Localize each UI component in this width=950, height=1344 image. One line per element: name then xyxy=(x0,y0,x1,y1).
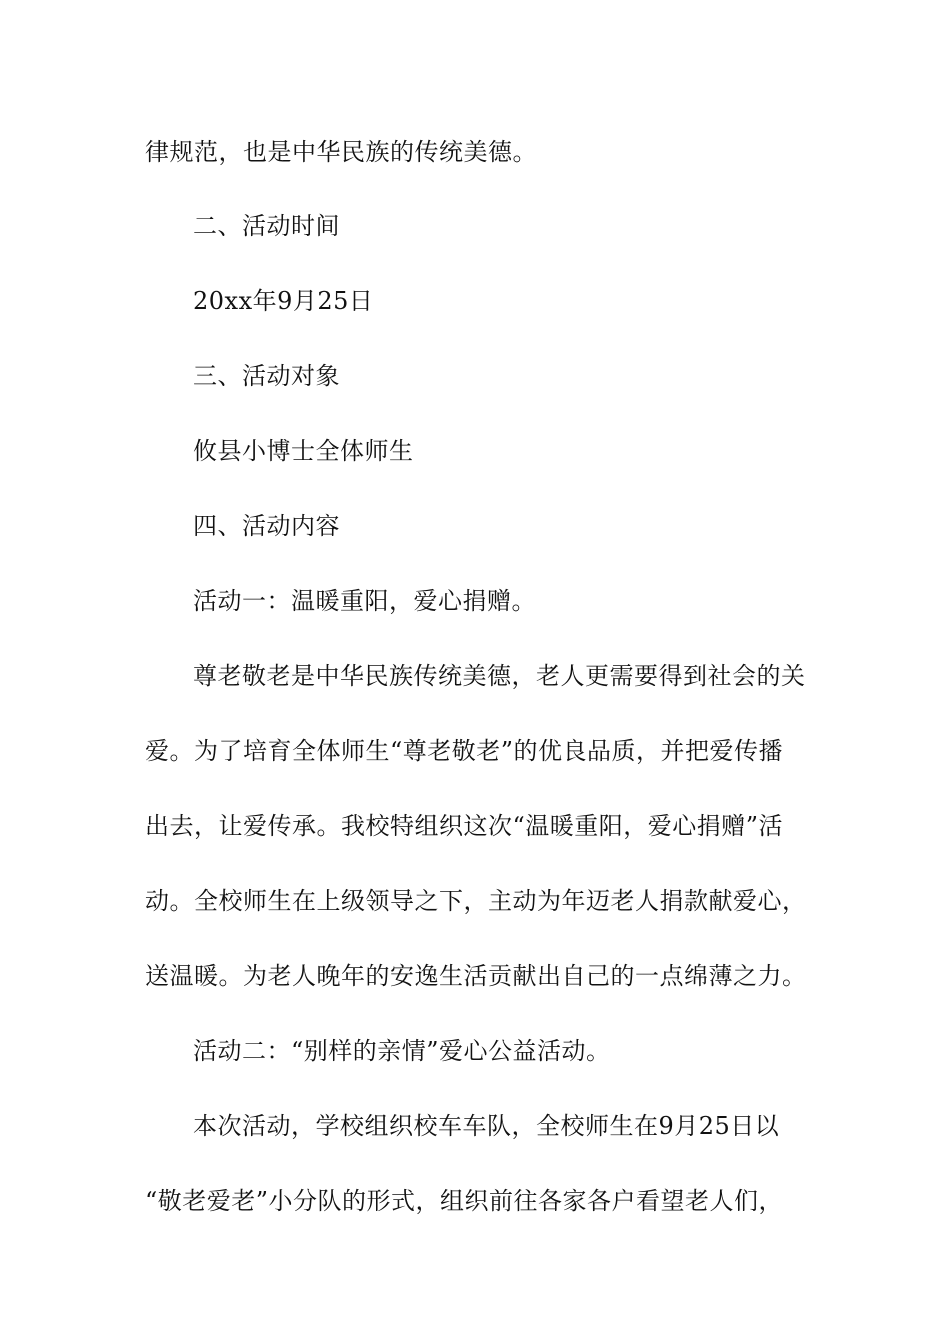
activity-one-paragraph-line-4: 动。全校师生在上级领导之下，主动为年迈老人捐款献爱心， xyxy=(145,887,807,915)
section-heading-content: 四、活动内容 xyxy=(193,512,340,540)
activity-one-paragraph-line-3: 出去，让爱传承。我校特组织这次“温暖重阳，爱心捐赠”活 xyxy=(145,812,784,840)
activity-two-paragraph-line-1: 本次活动，学校组织校车车队，全校师生在9月25日以 xyxy=(193,1112,780,1140)
activity-one-title: 活动一：温暖重阳，爱心捐赠。 xyxy=(193,587,536,615)
activity-target: 攸县小博士全体师生 xyxy=(193,437,414,465)
activity-one-paragraph-line-5: 送温暖。为老人晚年的安逸生活贡献出自己的一点绵薄之力。 xyxy=(145,962,807,990)
section-heading-target: 三、活动对象 xyxy=(193,362,340,390)
activity-two-paragraph-line-2: “敬老爱老”小分队的形式，组织前往各家各户看望老人们， xyxy=(145,1187,784,1215)
activity-two-title: 活动二：“别样的亲情”爱心公益活动。 xyxy=(193,1037,611,1065)
activity-date: 20xx年9月25日 xyxy=(193,287,374,315)
activity-one-paragraph-line-1: 尊老敬老是中华民族传统美德，老人更需要得到社会的关 xyxy=(193,662,806,690)
activity-one-paragraph-line-2: 爱。为了培育全体师生“尊老敬老”的优良品质，并把爱传播 xyxy=(145,737,784,765)
paragraph-continuation: 律规范，也是中华民族的传统美德。 xyxy=(145,138,537,166)
section-heading-time: 二、活动时间 xyxy=(193,212,340,240)
